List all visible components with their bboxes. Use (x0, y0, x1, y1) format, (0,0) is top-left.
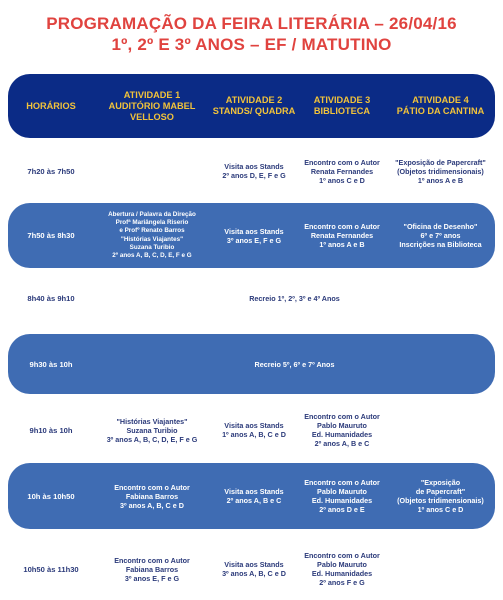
row-atividade-3: Encontro com o Autor Pablo Mauruto Ed. Humanidades 2º anos A, B e C (304, 412, 380, 448)
table-row (8, 203, 495, 268)
header-horarios: HORÁRIOS (26, 100, 76, 111)
row-time: 9h30 às 10h (29, 359, 73, 369)
table-row (8, 463, 495, 529)
table-row (8, 404, 495, 456)
row-atividade-4: "Exposição de Papercraft" (Objetos tridimensionais) 1º anos A e B (395, 157, 486, 185)
row-atividade-1: Abertura / Palavra da Direção Profª Mariângela Riserio e Profº Renato Barros "Histórias Viajantes" Suzana Turibio 2º anos A, B, C, D, E, F e G (108, 210, 196, 259)
table-row (8, 285, 495, 311)
row-atividade-1: "Histórias Viajantes" Suzana Turibio 3º anos A, B, C, D, E, F e G (106, 416, 198, 444)
row-time: 10h às 10h50 (27, 491, 75, 501)
row-recreio: Recreio 1º, 2º, 3º e 4º Anos (249, 293, 340, 303)
row-atividade-2: Visita aos Stands 1º anos A, B, C e D (222, 421, 286, 439)
header-atividade-4: ATIVIDADE 4 PÁTIO DA CANTINA (396, 95, 485, 116)
row-time: 10h50 às 11h30 (23, 564, 79, 574)
row-atividade-4 (386, 542, 495, 596)
header-atividade-3: ATIVIDADE 3 BIBLIOTECA (313, 95, 371, 116)
row-atividade-3: Encontro com o Autor Pablo Mauruto Ed. Humanidades 2º anos D e E (304, 478, 380, 514)
schedule-title-line1: PROGRAMAÇÃO DA FEIRA LITERÁRIA – 26/04/16 (46, 14, 457, 33)
header-atividade-2: ATIVIDADE 2 STANDS/ QUADRA (212, 95, 296, 116)
row-atividade-2: Visita aos Stands 3º anos E, F e G (224, 226, 284, 245)
header-atividade-1: ATIVIDADE 1 AUDITÓRIO MABEL VELLOSO (108, 89, 196, 122)
row-atividade-4: "Oficina de Desenho" 6º e 7º anos Inscrições na Biblioteca (399, 222, 482, 249)
row-time: 7h50 às 8h30 (27, 231, 75, 240)
row-time: 9h10 às 10h (29, 425, 73, 435)
row-atividade-2: Visita aos Stands 2º anos A, B e C (224, 487, 284, 505)
row-atividade-2: Visita aos Stands 3º anos A, B, C e D (222, 560, 286, 578)
table-header (8, 74, 495, 138)
row-atividade-3: Encontro com o Autor Pablo Mauruto Ed. Humanidades 2º anos F e G (304, 551, 380, 587)
table-row (8, 145, 495, 197)
table-row (8, 542, 495, 596)
row-atividade-4: "Exposição de Papercraft" (Objetos tridimensionais) 1º anos C e D (397, 478, 484, 514)
row-atividade-1: Encontro com o Autor Fabiana Barros 3º anos E, F e G (114, 555, 190, 583)
row-atividade-1 (94, 145, 210, 197)
row-atividade-2: Visita aos Stands 2º anos D, E, F e G (222, 162, 286, 180)
row-atividade-1: Encontro com o Autor Fabiana Barros 3º anos A, B, C e D (114, 482, 190, 510)
row-time: 8h40 às 9h10 (27, 293, 75, 303)
schedule-title-line2: 1º, 2º E 3º ANOS – EF / MATUTINO (111, 35, 392, 54)
row-time: 7h20 às 7h50 (27, 166, 75, 176)
row-atividade-4 (386, 404, 495, 456)
row-recreio: Recreio 5º, 6º e 7º Anos (254, 359, 335, 369)
table-row (8, 334, 495, 394)
row-atividade-3: Encontro com o Autor Renata Fernandes 1º anos C e D (304, 157, 380, 185)
row-atividade-3: Encontro com o Autor Renata Fernandes 1º anos A e B (304, 222, 380, 249)
